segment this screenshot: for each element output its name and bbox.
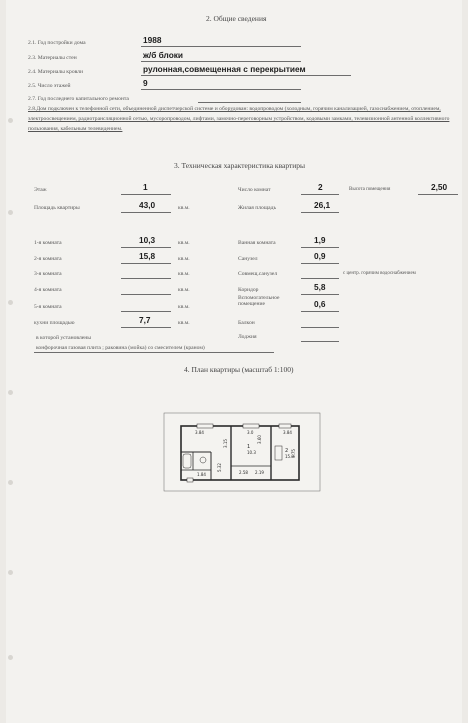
plan-label: 3.60 — [257, 435, 262, 444]
section4-title: 4. План квартиры (масштаб 1:100) — [184, 365, 294, 374]
build-year-value: 1988 — [143, 35, 162, 45]
floor-value: 1 — [143, 182, 148, 192]
plan-label: 5.32 — [217, 463, 222, 472]
corridor-line — [301, 294, 339, 295]
toilet-label: Санузел — [238, 256, 258, 262]
roof-line — [141, 75, 351, 76]
kitchen-value: 7,7 — [139, 315, 151, 325]
installed-text: конфорочная газовая плита ; раковина (мойка) со смесителем (краном) — [36, 345, 205, 351]
loggia-line — [301, 341, 339, 342]
room1-unit: кв.м. — [178, 240, 190, 246]
floors-value: 9 — [143, 78, 148, 88]
binding-hole — [8, 118, 13, 123]
plan-label: 2.19 — [255, 470, 264, 475]
document-page — [6, 0, 462, 723]
build-year-label: 2.1. Год постройки дома — [28, 40, 86, 46]
height-line — [418, 194, 458, 195]
bathroom-line — [301, 247, 339, 248]
room2-unit: кв.м. — [178, 256, 190, 262]
room4-label: 4-я комната — [34, 287, 62, 293]
plan-label: 2 — [285, 448, 289, 454]
bathroom-label: Ванная комната — [238, 240, 276, 246]
rooms-count-value: 2 — [318, 182, 323, 192]
floors-line — [141, 89, 301, 90]
binding-hole — [8, 390, 13, 395]
walls-line — [141, 61, 301, 62]
room3-unit: кв.м. — [178, 271, 190, 277]
combined-toilet-label: Совмещ.санузел — [238, 271, 278, 277]
kitchen-line — [121, 327, 171, 328]
total-area-value: 43,0 — [139, 200, 156, 210]
plan-label: 15.8 — [285, 454, 294, 459]
corridor-value: 5,8 — [314, 282, 326, 292]
utility-room-value: 0,6 — [314, 299, 326, 309]
plan-label: 3.84 — [283, 430, 292, 435]
corridor-label: Коридор — [238, 287, 259, 293]
binding-hole — [8, 300, 13, 305]
floors-label: 2.5. Число этажей — [28, 83, 71, 89]
living-area-label: Жилая площадь — [238, 205, 277, 211]
room3-label: 3-я комната — [34, 271, 62, 277]
height-value: 2,50 — [431, 182, 448, 192]
room3-line — [121, 278, 171, 279]
total-area-label: Площадь квартиры — [34, 205, 80, 211]
room5-line — [121, 311, 171, 312]
binding-hole — [8, 480, 13, 485]
room1-label: 1-я комната — [34, 240, 62, 246]
floor-line — [121, 194, 171, 195]
room1-value: 10,3 — [139, 235, 156, 245]
room4-unit: кв.м. — [178, 287, 190, 293]
balcony-line — [301, 327, 339, 328]
plan-label: 2.58 — [239, 470, 248, 475]
room4-line — [121, 294, 171, 295]
plan-label: 10.3 — [247, 450, 256, 455]
utilities-paragraph — [28, 104, 468, 134]
rooms-count-label: Число комнат — [238, 187, 271, 193]
binding-hole — [8, 655, 13, 660]
walls-value: ж/б блоки — [143, 50, 184, 60]
roof-value: рулонная,совмещенная с перекрытием — [143, 64, 306, 74]
room5-unit: кв.м. — [178, 304, 190, 310]
utility-room-label: Вспомогательное помещение — [238, 295, 280, 307]
room1-line — [121, 247, 171, 248]
room2-line — [121, 263, 171, 264]
apartment-floor-plan — [163, 412, 321, 492]
bathroom-value: 1,9 — [314, 235, 326, 245]
plan-label: 3.75 — [291, 449, 296, 458]
utility-room-line — [301, 311, 339, 312]
toilet-line — [301, 263, 339, 264]
living-area-line — [301, 212, 339, 213]
installed-line — [34, 352, 274, 353]
total-area-line — [121, 212, 171, 213]
repair-year-label: 2.7. Год последнего капитального ремонта — [28, 96, 129, 102]
plan-label: 3.0 — [247, 430, 254, 435]
floor-label: Этаж — [34, 187, 47, 193]
water-note: с центр. горячим водоснабжением — [343, 271, 416, 276]
loggia-label: Лоджия — [238, 334, 257, 340]
walls-label: 2.3. Материалы стен — [28, 55, 77, 61]
toilet-value: 0,9 — [314, 251, 326, 261]
plan-label: 1.84 — [197, 472, 206, 477]
plan-label: 1 — [247, 444, 251, 450]
binding-hole — [8, 570, 13, 575]
balcony-label: Балкон — [238, 320, 255, 326]
height-label: Высота помещения — [349, 187, 391, 192]
rooms-count-line — [301, 194, 339, 195]
section3-title: 3. Техническая характеристика квартиры — [174, 161, 306, 170]
binding-holes — [6, 0, 16, 723]
binding-hole — [8, 210, 13, 215]
room2-value: 15,8 — [139, 251, 156, 261]
plan-label: 3.84 — [195, 430, 204, 435]
room2-label: 2-я комната — [34, 256, 62, 262]
installed-prefix: в которой установлены — [36, 335, 92, 341]
build-year-line — [141, 46, 301, 47]
kitchen-unit: кв.м. — [178, 320, 190, 326]
plan-label: 3.15 — [223, 439, 228, 448]
repair-year-line — [198, 102, 301, 103]
utilities-text: 2.8.Дом подключен к телефонной сети, объединенной диспетчерской системе и оборудован: водопроводом (холодным, горячим канализацией, газоснабжением, отоплением, электроосвещением, радиотрансляционной сетью, мусоропроводом, лифтами, замочно-переговорным устройством, кодовыми замками, телевизионной антенной коллективного пользования, кабельным телевидением. — [28, 106, 450, 132]
total-area-unit: кв.м. — [178, 205, 190, 211]
combined-toilet-line — [301, 278, 339, 279]
section2-title: 2. Общие сведения — [206, 14, 267, 23]
living-area-value: 26,1 — [314, 200, 331, 210]
room5-label: 5-я комната — [34, 304, 62, 310]
kitchen-label: кухни площадью — [34, 320, 75, 326]
roof-label: 2.4. Материалы кровли — [28, 69, 83, 75]
